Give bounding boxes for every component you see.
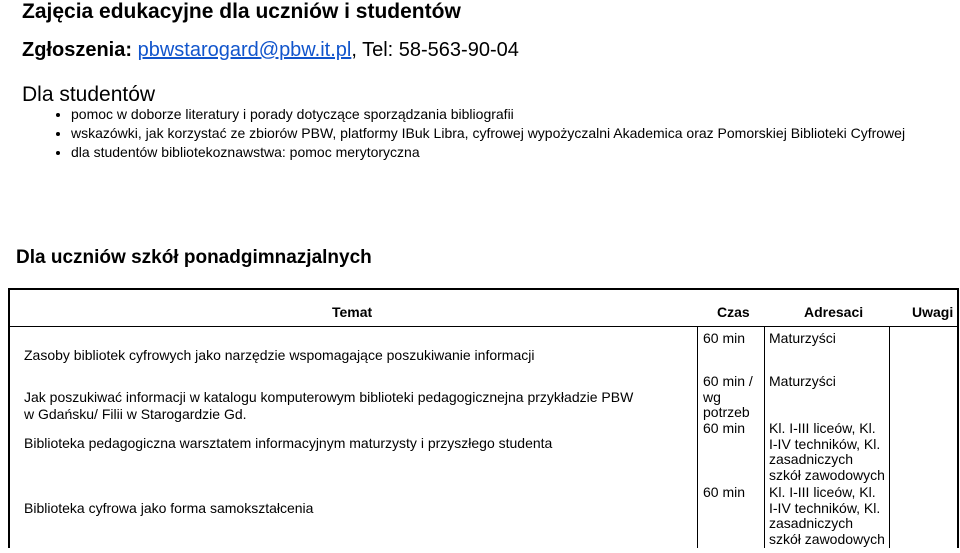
list-item: • pomoc w doborze literatury i porady dotyczące sporządzania bibliografii — [71, 105, 905, 124]
table-row-time: 60 min / wg potrzeb — [703, 373, 753, 420]
table-row-topic: Jak poszukiwać informacji w katalogu komputerowym biblioteki pedagogicznejna przykładzie PBW w Gdańsku/ Filii w Starogardzie Gd. — [24, 389, 634, 422]
page-title: Zajęcia edukacyjne dla uczniów i studentów — [22, 0, 461, 23]
email-link[interactable]: pbwstarogard@pbw.it.pl — [137, 39, 352, 61]
table-row-time: 60 min — [703, 484, 746, 500]
header-divider — [10, 326, 957, 327]
table-border-left — [8, 288, 10, 548]
header-time: Czas — [717, 304, 750, 320]
table-row-topic: Biblioteka cyfrowa jako forma samokształcenia — [24, 500, 314, 516]
pupils-heading: Dla uczniów szkół ponadgimnazjalnych — [16, 247, 372, 268]
header-audience: Adresaci — [804, 304, 864, 320]
table-row-audience: Maturzyści — [769, 330, 836, 346]
table-row-audience: Kl. I-III liceów, Kl. I-IV techników, Kl. zasadniczych szkół zawodowych — [769, 484, 885, 547]
contact-label: Zgłoszenia: — [22, 39, 133, 61]
contact-line — [22, 39, 519, 62]
table-row-time: 60 min — [703, 330, 746, 346]
column-divider — [764, 326, 765, 548]
table-border-top — [8, 288, 959, 290]
contact-phone: , Tel: 58-563-90-04 — [351, 39, 519, 61]
list-item: • wskazówki, jak korzystać ze zbiorów PBW, platformy IBuk Libra, cyfrowej wypożyczalni Akademica oraz Pomorskiej Biblioteki Cyfrowej — [71, 124, 905, 143]
table-row-audience: Maturzyści — [769, 373, 836, 389]
header-topic: Temat — [332, 304, 373, 320]
list-item: • dla studentów bibliotekoznawstwa: pomoc merytoryczna — [71, 143, 905, 162]
column-divider — [697, 326, 698, 548]
table-row-audience: Kl. I-III liceów, Kl. I-IV techników, Kl. zasadniczych szkół zawodowych — [769, 420, 885, 483]
header-notes: Uwagi — [912, 304, 954, 320]
students-heading: Dla studentów — [22, 83, 156, 106]
column-divider — [889, 326, 890, 548]
table-border-right — [957, 288, 959, 548]
table-row-topic: Biblioteka pedagogiczna warsztatem informacyjnym maturzysty i przyszłego studenta — [24, 435, 553, 451]
students-list — [40, 105, 905, 162]
table-row-time: 60 min — [703, 420, 746, 436]
table-row-topic: Zasoby bibliotek cyfrowych jako narzędzie wspomagające poszukiwanie informacji — [24, 347, 535, 363]
